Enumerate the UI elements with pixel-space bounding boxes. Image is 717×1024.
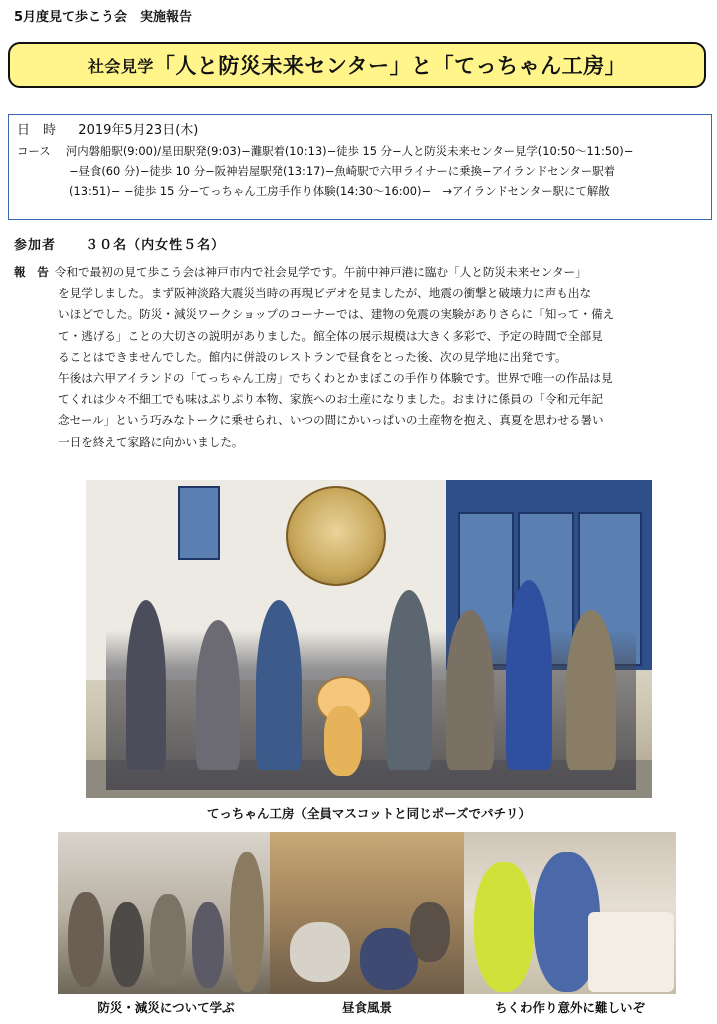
schedule-box bbox=[8, 114, 712, 220]
person bbox=[110, 902, 144, 987]
photo-lunch bbox=[270, 832, 464, 994]
page-title-banner bbox=[8, 42, 706, 88]
photo-caption: 防災・減災について学ぶ bbox=[97, 1000, 235, 1015]
photo-chikuwa-making bbox=[464, 832, 676, 994]
date-label: 日 時 bbox=[17, 123, 57, 138]
report-line: 念セール」という巧みなトークに乗せられ、いつの間にかいっぱいの土産物を抱え、真夏を思わせる暑い bbox=[58, 413, 604, 428]
tecchan-logo-icon bbox=[286, 486, 386, 586]
person bbox=[230, 852, 264, 992]
attendance-label: 参加者 bbox=[14, 238, 57, 253]
person bbox=[68, 892, 104, 987]
group-photo bbox=[86, 480, 652, 798]
group-of-people bbox=[106, 630, 636, 790]
title-prefix: 社会見学 bbox=[87, 56, 154, 76]
attendance bbox=[14, 234, 225, 253]
course-label: コース bbox=[17, 144, 51, 158]
person bbox=[506, 580, 552, 770]
photo-lecture bbox=[58, 832, 274, 994]
date-row bbox=[17, 121, 703, 141]
course-row bbox=[17, 161, 703, 181]
course-row bbox=[17, 181, 703, 201]
mascot-body-icon bbox=[324, 706, 362, 776]
person bbox=[386, 590, 432, 770]
work-table bbox=[588, 912, 674, 992]
report-line: て・逃げる」ことの大切さの説明がありました。館全体の展示規模は大きく多彩で、予定の時間で全部見 bbox=[58, 328, 603, 343]
photo-caption: ちくわ作り意外に難しいぞ bbox=[494, 1000, 645, 1015]
attendance-value: ３０名（内女性５名） bbox=[85, 238, 226, 253]
person bbox=[192, 902, 224, 988]
person bbox=[196, 620, 240, 770]
person bbox=[290, 922, 350, 982]
person bbox=[474, 862, 534, 992]
photo-caption: 昼食風景 bbox=[341, 1000, 392, 1015]
report-paragraph bbox=[14, 262, 706, 283]
report-line: を見学しました。まず阪神淡路大震災当時の再現ビデオを見ましたが、地震の衝撃と破壊力に声も出な bbox=[58, 286, 592, 301]
report-line: いほどでした。防災・減災ワークショップのコーナーでは、建物の免震の実験がありさらに「知って・備え bbox=[58, 307, 615, 322]
report-line: 令和で最初の見て歩こう会は神戸市内で社会見学です。午前中神戸港に臨む「人と防災未来センター」 bbox=[54, 265, 587, 279]
date-value: 2019年5月23日(木) bbox=[78, 123, 199, 138]
person bbox=[256, 600, 302, 770]
person bbox=[566, 610, 616, 770]
person bbox=[410, 902, 450, 962]
course-line: −昼食(60 分)−徒歩 10 分−阪神岩屋駅発(13:17)−魚崎駅で六甲ライナーに乗換−アイランドセンター駅着 bbox=[69, 164, 616, 178]
page-title: 「人と防災未来センター」と「てっちゃん工房」 bbox=[153, 54, 627, 78]
course-line: (13:51)− −徒歩 15 分−てっちゃん工房手作り体験(14:30〜16:00)− →アイランドセンター駅にて解散 bbox=[69, 184, 610, 198]
group-photo-caption: てっちゃん工房（全員マスコットと同じポーズでパチリ） bbox=[206, 806, 532, 821]
report-line: てくれは少々不細工でも味はぷりぷり本物、家族へのお土産になりました。おまけに係員の「令和元年記 bbox=[58, 392, 603, 407]
report-section bbox=[14, 262, 706, 453]
person bbox=[150, 894, 186, 986]
course-row bbox=[17, 141, 703, 161]
report-header-note: 5月度見て歩こう会 実施報告 bbox=[14, 10, 193, 25]
report-label: 報 告 bbox=[14, 265, 49, 279]
report-line: 一日を終えて家路に向かいました。 bbox=[58, 434, 244, 449]
report-line: ることはできませんでした。館内に併設のレストランで昼食をとった後、次の見学地に出発です。 bbox=[58, 349, 567, 364]
person bbox=[126, 600, 166, 770]
report-line: 午後は六甲アイランドの「てっちゃん工房」でちくわとかまぼこの手作り体験です。世界で唯一の作品は見 bbox=[58, 371, 613, 386]
person bbox=[446, 610, 494, 770]
course-line: 河内磐船駅(9:00)/星田駅発(9:03)−灘駅着(10:13)−徒歩 15 分−人と防災未来センター見学(10:50〜11:50)− bbox=[65, 144, 634, 158]
building-window bbox=[178, 486, 220, 560]
